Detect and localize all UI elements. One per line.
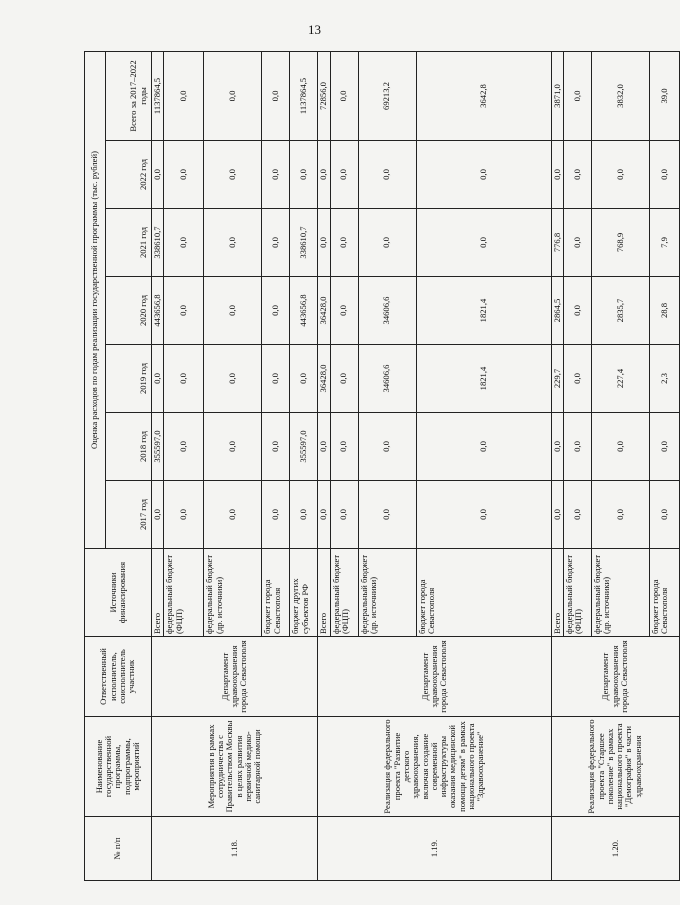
funding-source: федеральный бюджет (ФЦП) [563,549,591,637]
funding-source: бюджет города Севастополя [262,549,290,637]
amount-2019: 0,0 [330,345,358,413]
amount-2018: 0,0 [204,413,262,481]
amount-2020: 0,0 [330,277,358,345]
header-source: Источники финансирования [85,549,152,637]
header-estimate: Оценка расходов по годам реализации государственной программы (тыс. рублей) [85,51,106,548]
header-year-2017: 2017 год [106,481,152,549]
amount-2017: 0,0 [152,481,164,549]
amount-2022: 0,0 [416,141,551,209]
amount-total: 0,0 [563,51,591,140]
amount-2018: 0,0 [416,413,551,481]
amount-total: 3642,8 [416,51,551,140]
amount-2022: 0,0 [551,141,563,209]
header-year-2019: 2019 год [106,345,152,413]
amount-2021: 0,0 [318,209,330,277]
row-number: 1.18. [152,817,318,881]
header-year-2021: 2021 год [106,209,152,277]
rotated-table-area [84,52,670,881]
amount-2017: 0,0 [290,481,318,549]
funding-source: федеральный бюджет (др. источники) [591,549,649,637]
amount-2022: 0,0 [318,141,330,209]
amount-total: 1137864,5 [290,51,318,140]
amount-2020: 2864,5 [551,277,563,345]
amount-2022: 0,0 [152,141,164,209]
amount-2022: 0,0 [204,141,262,209]
responsible-executor: Департамент здравоохранения города Севастополя [551,637,679,717]
amount-2017: 0,0 [416,481,551,549]
funding-source: бюджет города Севастополя [416,549,551,637]
amount-total: 0,0 [330,51,358,140]
funding-source: Всего [551,549,563,637]
amount-total: 1137864,5 [152,51,164,140]
amount-2021: 0,0 [358,209,416,277]
amount-2017: 0,0 [164,481,204,549]
amount-2019: 36428,0 [318,345,330,413]
amount-total: 3871,0 [551,51,563,140]
responsible-executor: Департамент здравоохранения города Севастополя [152,637,318,717]
amount-2017: 0,0 [330,481,358,549]
amount-2021: 0,0 [330,209,358,277]
amount-2019: 0,0 [152,345,164,413]
amount-2018: 0,0 [649,413,679,481]
amount-2021: 0,0 [416,209,551,277]
amount-2018: 0,0 [591,413,649,481]
amount-2020: 0,0 [164,277,204,345]
amount-total: 0,0 [262,51,290,140]
amount-2020: 443656,8 [152,277,164,345]
amount-2018: 0,0 [551,413,563,481]
amount-2021: 338610,7 [290,209,318,277]
amount-2022: 0,0 [649,141,679,209]
amount-2019: 229,7 [551,345,563,413]
amount-2017: 0,0 [591,481,649,549]
measure-name: Реализация федерального проекта "Старшее поколение" в рамках национального проекта "Демография" в части здравоохранения [551,717,679,817]
amount-2019: 0,0 [290,345,318,413]
amount-2021: 776,8 [551,209,563,277]
amount-2020: 443656,8 [290,277,318,345]
amount-2017: 0,0 [551,481,563,549]
funding-source: Всего [318,549,330,637]
funding-source: федеральный бюджет (др. источники) [358,549,416,637]
funding-source: бюджет города Севастополя [649,549,679,637]
funding-source: бюджет других субъектов РФ [290,549,318,637]
amount-2018: 0,0 [563,413,591,481]
page-number: 13 [308,22,321,37]
amount-2018: 0,0 [262,413,290,481]
amount-2022: 0,0 [591,141,649,209]
amount-2018: 0,0 [164,413,204,481]
header-responsible: Ответственный исполнитель, соисполнитель участник [85,637,152,717]
amount-2017: 0,0 [318,481,330,549]
amount-2021: 7,9 [649,209,679,277]
amount-2018: 0,0 [330,413,358,481]
amount-2019: 34606,6 [358,345,416,413]
responsible-executor: Департамент здравоохранения города Севастополя [318,637,551,717]
budget-table [84,51,680,881]
amount-2020: 0,0 [563,277,591,345]
header-year-total: Всего за 2017–2022 годы [106,51,152,140]
amount-2022: 0,0 [290,141,318,209]
amount-2018: 355597,0 [152,413,164,481]
amount-2019: 1821,4 [416,345,551,413]
amount-2022: 0,0 [563,141,591,209]
amount-2017: 0,0 [649,481,679,549]
amount-total: 39,0 [649,51,679,140]
amount-total: 69213,2 [358,51,416,140]
header-year-2018: 2018 год [106,413,152,481]
amount-2017: 0,0 [358,481,416,549]
amount-2020: 34606,6 [358,277,416,345]
funding-source: Всего [152,549,164,637]
amount-2022: 0,0 [262,141,290,209]
header-year-2022: 2022 год [106,141,152,209]
amount-2020: 1821,4 [416,277,551,345]
amount-total: 0,0 [204,51,262,140]
amount-2021: 0,0 [204,209,262,277]
row-number: 1.19. [318,817,551,881]
header-year-2020: 2020 год [106,277,152,345]
amount-total: 72856,0 [318,51,330,140]
amount-2020: 0,0 [204,277,262,345]
header-name: Наименование государственной программы, подпрограммы, мероприятий [85,717,152,817]
header-num: № п/п [85,817,152,881]
amount-2022: 0,0 [164,141,204,209]
amount-2021: 768,9 [591,209,649,277]
rotated-table-wrapper [84,52,670,881]
amount-2019: 0,0 [204,345,262,413]
amount-2021: 0,0 [164,209,204,277]
amount-2020: 28,8 [649,277,679,345]
amount-2019: 0,0 [262,345,290,413]
amount-2019: 227,4 [591,345,649,413]
amount-2017: 0,0 [262,481,290,549]
measure-name: Мероприятия в рамках сотрудничества с Правительством Москвы в целях развития первичной медико-санитарной помощи [152,717,318,817]
amount-2022: 0,0 [358,141,416,209]
measure-name: Реализация федерального проекта "Развитие детского здравоохранения, включая создание современной инфраструктуры оказания медицинской помощи детям" в рамках национального проекта "Здравоохранение" [318,717,551,817]
amount-2022: 0,0 [330,141,358,209]
amount-2020: 2835,7 [591,277,649,345]
amount-2021: 338610,7 [152,209,164,277]
amount-2020: 36428,0 [318,277,330,345]
amount-2018: 355597,0 [290,413,318,481]
amount-total: 0,0 [164,51,204,140]
amount-2020: 0,0 [262,277,290,345]
funding-source: федеральный бюджет (ФЦП) [164,549,204,637]
funding-source: федеральный бюджет (ФЦП) [330,549,358,637]
amount-2019: 0,0 [164,345,204,413]
amount-2021: 0,0 [262,209,290,277]
amount-2021: 0,0 [563,209,591,277]
amount-2017: 0,0 [204,481,262,549]
funding-source: федеральный бюджет (др. источники) [204,549,262,637]
amount-2018: 0,0 [318,413,330,481]
amount-2017: 0,0 [563,481,591,549]
amount-2018: 0,0 [358,413,416,481]
amount-2019: 2,3 [649,345,679,413]
amount-total: 3832,0 [591,51,649,140]
amount-2019: 0,0 [563,345,591,413]
row-number: 1.20. [551,817,679,881]
